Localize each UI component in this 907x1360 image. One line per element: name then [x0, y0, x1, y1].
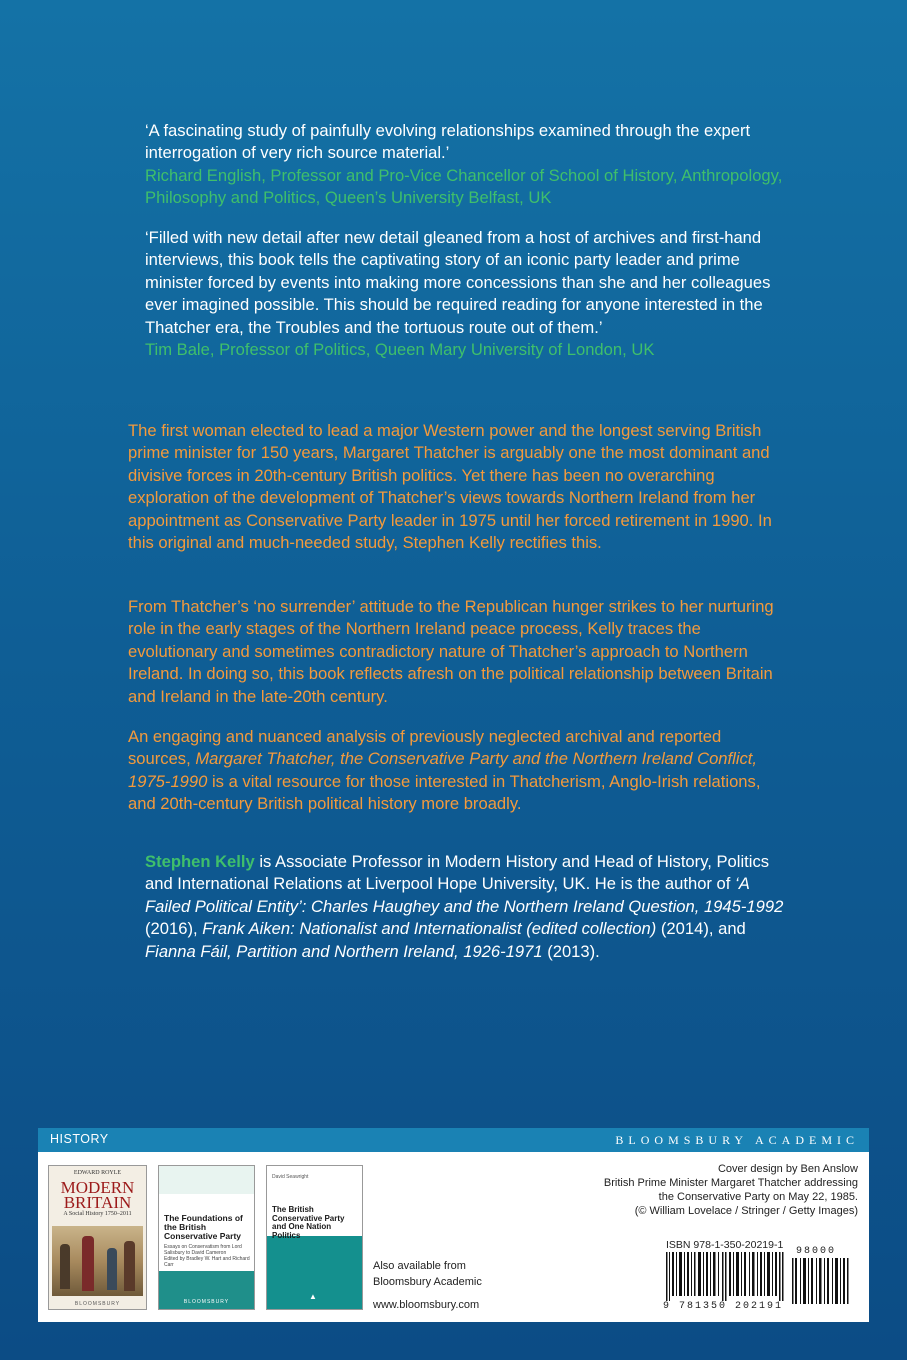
bio-book-title: Fianna Fáil, Partition and Northern Ireland, 1926-1971: [145, 941, 543, 961]
book-title: The Foundations of the British Conservative Party: [164, 1213, 243, 1241]
book-editors: Edited by Bradley W. Hart and Richard Carr: [164, 1256, 250, 1268]
bio-text: (2014), and: [656, 919, 746, 939]
author-name: Stephen Kelly: [145, 852, 255, 871]
cover-credit: [528, 1162, 858, 1218]
credit-line: the Conservative Party on May 22, 1985.: [658, 1191, 858, 1203]
desc-text: is a vital resource for those interested in Thatcherism, Anglo-Irish relations, and 20th-century British political history more broadly.: [128, 771, 761, 814]
category-label: HISTORY: [50, 1132, 109, 1146]
category-bar: [38, 1128, 869, 1152]
description-paragraph-2: From Thatcher’s ‘no surrender’ attitude to the Republican hunger strikes to her nurturing role in the early stages of the Northern Ireland peace process, Kelly traces the evolutionary and sometimes contradictory nature of Thatcher’s approach to Northern Ireland. In doing so, this book reflects afresh on the political relationship between Britain and Ireland in the late-20th century.: [128, 597, 774, 706]
book-author: EDWARD ROYLE: [73, 1170, 122, 1176]
cover-illustration: [52, 1226, 143, 1296]
cover-band: [159, 1166, 254, 1194]
also-available: [373, 1258, 482, 1290]
book-subtitle: [164, 1244, 252, 1268]
also-available-line: Also available from: [373, 1260, 466, 1272]
bio-text: (2016),: [145, 919, 203, 939]
bio-book-title: ‘A Failed Political Entity’: Charles Haughey and the Northern Ireland Question, 1945-1992: [145, 874, 784, 916]
credit-line: British Prime Minister Margaret Thatcher addressing: [603, 1177, 858, 1189]
bio-book-title: Frank Aiken: Nationalist and Internationalist (edited collection): [202, 919, 657, 939]
book-title: The British Conservative Party and One Nation Politics: [272, 1205, 345, 1240]
book-title: MODERN BRITAIN: [60, 1178, 135, 1212]
related-book-2: [158, 1165, 255, 1310]
publisher-url[interactable]: www.bloomsbury.com: [373, 1299, 480, 1311]
cover-top: [267, 1166, 362, 1240]
book-imprint: BLOOMSBURY: [183, 1299, 230, 1305]
barcode-number: 9 781350 202191: [662, 1301, 783, 1312]
quote-attribution: Tim Bale, Professor of Politics, Queen Mary University of London, UK: [145, 340, 655, 360]
addon-barcode-icon: [792, 1258, 850, 1304]
book-author: David Seawright: [272, 1174, 309, 1180]
credit-line: (© William Lovelace / Stringer / Getty Images): [634, 1205, 858, 1217]
cover-footer: [159, 1271, 254, 1309]
quote-text: ‘A fascinating study of painfully evolving relationships examined through the expert interrogation of very rich source material.’: [145, 121, 751, 163]
review-quote-1: [145, 120, 795, 210]
credit-line: Cover design by Ben Anslow: [717, 1163, 858, 1175]
related-book-1: [48, 1165, 147, 1310]
price-code: 98000: [796, 1246, 837, 1257]
back-cover-panel: [38, 1128, 869, 1322]
quote-text: ‘Filled with new detail after new detail gleaned from a host of archives and first-hand interviews, this book tells the captivating story of an iconic party leader and prime minister forced by events into making more concessions than she and her colleagues ever imagined possible. This should be required reading for anyone interested in the Thatcher era, the Troubles and the tortuous route out of them.’: [145, 228, 771, 337]
barcode-icon: [666, 1252, 784, 1301]
book-imprint: BLOOMSBURY: [74, 1301, 121, 1307]
review-quote-2: [145, 227, 795, 361]
book-subtitle-text: Essays on Conservatism from Lord Salisbury to David Cameron: [164, 1244, 242, 1256]
description-paragraph-1: The first woman elected to lead a major Western power and the longest serving British prime minister for 150 years, Margaret Thatcher is arguably one the most dominant and divisive forces in 20th-century British politics. Yet there has been no overarching exploration of the development of Thatcher’s views towards Northern Ireland from her appointment as Conservative Party leader in 1975 until her forced retirement in 1990. In this original and much-needed study, Stephen Kelly rectifies this.: [128, 421, 772, 553]
description-paragraph-3: [128, 726, 788, 816]
book-title-italic: Margaret Thatcher, the Conservative Party and the Northern Ireland Conflict, 1975-1990: [128, 749, 758, 791]
isbn-label: ISBN 978-1-350-20219-1: [666, 1239, 784, 1251]
book-subtitle: A Social History 1750–2011: [63, 1211, 132, 1217]
author-bio: [145, 851, 785, 963]
related-book-3: [266, 1165, 363, 1310]
quote-attribution: Richard English, Professor and Pro-Vice Chancellor of School of History, Anthropology, Philosophy and Politics, Queen’s University Belfast, UK: [145, 165, 783, 208]
also-available-line: Bloomsbury Academic: [373, 1276, 482, 1288]
desc-text: An engaging and nuanced analysis of previously neglected archival and reported sources,: [128, 727, 722, 769]
bio-text: (2013).: [542, 941, 600, 961]
publisher-name: BLOOMSBURY ACADEMIC: [615, 1133, 859, 1147]
publisher-logo-icon: ▲: [309, 1292, 317, 1301]
bio-text: is Associate Professor in Modern History and Head of History, Politics and International Relations at Liverpool Hope University, UK. He is the author of: [145, 852, 770, 894]
